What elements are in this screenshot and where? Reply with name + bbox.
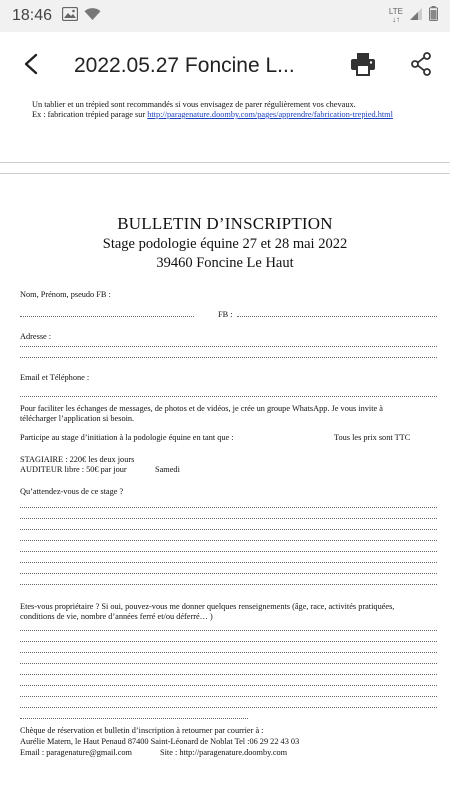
expectations-line-7[interactable] [20, 573, 437, 574]
trepied-link[interactable]: http://paragenature.doomby.com/pages/apprendre/fabrication-trepied.html [147, 110, 393, 119]
back-arrow-icon [22, 53, 42, 80]
gallery-icon [62, 7, 78, 26]
owner-line-4[interactable] [20, 663, 437, 664]
page-divider [0, 162, 450, 174]
trepied-prefix: Ex : fabrication trépied parage sur [32, 110, 148, 119]
expectations-line-6[interactable] [20, 562, 437, 563]
prices-note: Tous les prix sont TTC [334, 433, 411, 442]
battery-icon [429, 6, 438, 26]
stagiaire-option[interactable]: STAGIAIRE : 220€ les deux jours [20, 455, 135, 464]
expectations-line-3[interactable] [20, 529, 437, 530]
status-icons-left [62, 7, 101, 26]
contact-address: Aurélie Matern, le Haut Penaud 87400 Saint-Léonard de Noblat Tel :06 29 22 43 03 [20, 737, 300, 746]
address-field-line-1[interactable] [20, 346, 437, 347]
owner-line-6[interactable] [20, 685, 437, 686]
auditeur-option[interactable]: AUDITEUR libre : 50€ par jour [20, 465, 127, 474]
address-field-line-2[interactable] [20, 357, 437, 358]
owner-question-line-1: Etes-vous propriétaire ? Si oui, pouvez-vous me donner quelques renseignements (âge, race, activités pratiquées, [20, 602, 395, 611]
fb-label: FB : [218, 310, 233, 319]
name-field[interactable] [20, 316, 194, 317]
expectations-line-4[interactable] [20, 540, 437, 541]
status-bar [0, 0, 450, 32]
expectations-label: Qu’attendez-vous de ce stage ? [20, 487, 124, 496]
status-icons-right [389, 6, 438, 26]
share-button[interactable] [392, 32, 450, 100]
expectations-line-1[interactable] [20, 507, 437, 508]
owner-line-3[interactable] [20, 652, 437, 653]
print-button[interactable] [334, 32, 392, 100]
print-icon [350, 52, 376, 81]
address-label: Adresse : [20, 332, 52, 341]
wifi-icon [84, 7, 101, 26]
app-bar [0, 32, 450, 100]
whatsapp-text-line-1: Pour faciliter les échanges de messages, de photos et de vidéos, je crée un groupe WhatsApp. Je vous invite à [20, 404, 383, 413]
return-instructions: Chèque de réservation et bulletin d’inscription à retourner par courrier à : [20, 726, 264, 735]
owner-line-5[interactable] [20, 674, 437, 675]
tablier-text: Un tablier et un trépied sont recommandés si vous envisagez de parer régulièrement vos chevaux. [32, 100, 356, 109]
email-field[interactable] [20, 396, 437, 397]
expectations-line-2[interactable] [20, 518, 437, 519]
owner-line-2[interactable] [20, 641, 437, 642]
contact-site: Site : http://paragenature.doomby.com [160, 748, 288, 757]
auditeur-day[interactable]: Samedi [155, 465, 180, 474]
fb-field[interactable] [237, 316, 437, 317]
network-type: LTE ↓↑ [388, 7, 403, 24]
signal-icon [409, 7, 423, 26]
form-header [0, 214, 450, 272]
owner-line-9[interactable] [20, 718, 248, 719]
form-location: 39460 Foncine Le Haut [156, 255, 294, 271]
document-title: 2022.05.27 Foncine L... [74, 54, 295, 77]
expectations-line-5[interactable] [20, 551, 437, 552]
form-subtitle: Stage podologie équine 27 et 28 mai 2022 [102, 236, 348, 252]
back-button[interactable] [0, 32, 64, 100]
document-viewer[interactable] [0, 100, 450, 800]
owner-line-1[interactable] [20, 630, 437, 631]
previous-page-bottom [0, 100, 450, 162]
owner-line-8[interactable] [20, 707, 437, 708]
expectations-line-8[interactable] [20, 584, 437, 585]
form-title: BULLETIN D’INSCRIPTION [117, 214, 333, 233]
owner-line-7[interactable] [20, 696, 437, 697]
participation-label: Participe au stage d’initiation à la podologie équine en tant que : [20, 433, 234, 442]
contact-email: Email : paragenature@gmail.com [20, 748, 132, 757]
name-label: Nom, Prénom, pseudo FB : [20, 290, 111, 299]
email-label: Email et Téléphone : [20, 373, 90, 382]
whatsapp-text-line-2: télécharger l’application si besoin. [20, 414, 135, 423]
status-time: 18:46 [12, 7, 53, 24]
trepied-line [32, 110, 393, 119]
owner-question-line-2: conditions de vie, nombre d’années ferré et/ou déferré… ) [20, 612, 213, 621]
share-icon [410, 52, 432, 81]
